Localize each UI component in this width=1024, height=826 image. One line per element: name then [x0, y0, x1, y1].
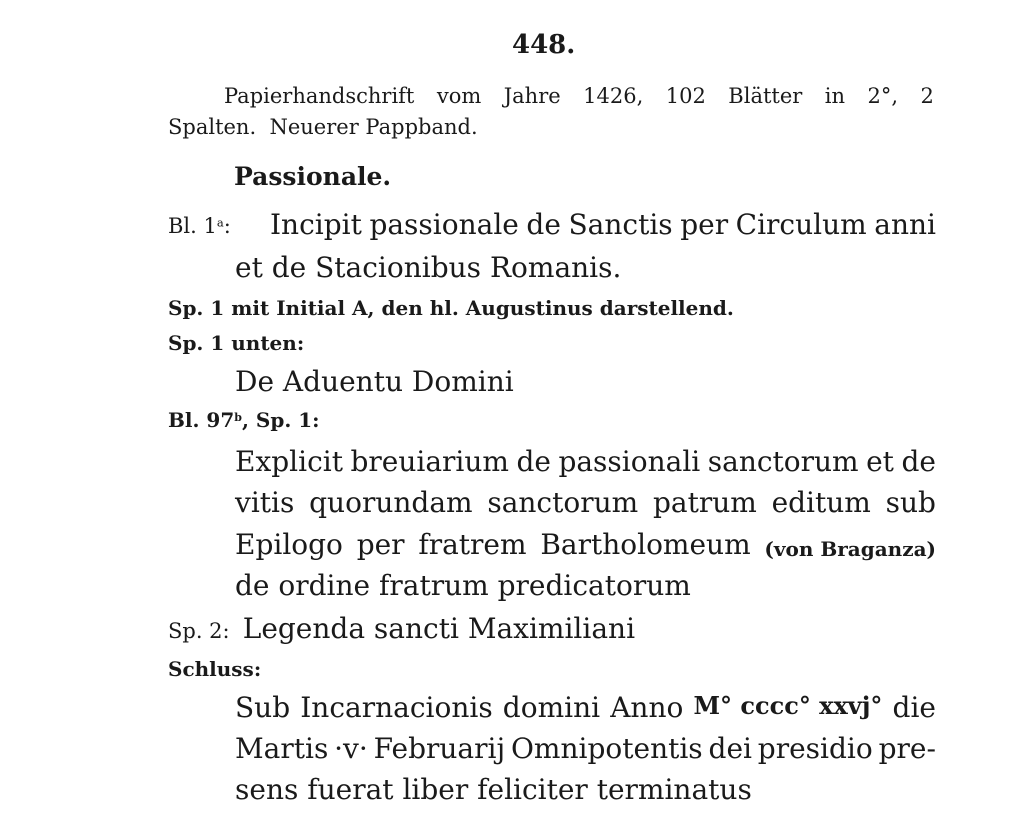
word: presidio: [757, 732, 873, 765]
sp2-line: [168, 612, 636, 645]
word: Martis: [235, 732, 329, 765]
word: Explicit: [235, 445, 343, 478]
aduentu-line: De Aduentu Domini: [235, 365, 514, 398]
word: sub: [885, 486, 936, 519]
word: patrum: [652, 486, 757, 519]
word: sanctorum: [707, 445, 859, 478]
word: Jahre: [503, 84, 561, 108]
word: pre-: [878, 732, 936, 765]
word: anni: [874, 208, 936, 241]
bl97-label: Bl. 97$^b$, Sp. 1:: [168, 408, 320, 432]
word: Omnipotentis: [510, 732, 703, 765]
word: et: [866, 445, 894, 478]
sp2-label: Sp. 2:: [168, 619, 230, 643]
word: dei: [708, 732, 752, 765]
word: 1426,: [583, 84, 644, 108]
word: vitis: [235, 486, 295, 519]
sp1-unten-label: Sp. 1 unten:: [168, 331, 305, 355]
section-title: Passionale.: [234, 162, 392, 191]
sp1-initial-line: Sp. 1 mit Initial A, den hl. Augustinus darstellend.: [168, 296, 734, 320]
word: sanctorum: [487, 486, 639, 519]
schluss-line-3: sens fuerat liber feliciter terminatus: [235, 773, 752, 806]
schluss-line-2: [235, 732, 936, 765]
description-line-1: [224, 86, 934, 107]
word: Incipit: [270, 208, 362, 241]
word: Sanctis: [568, 208, 673, 241]
word: passionale: [369, 208, 519, 241]
schluss-label: Schluss:: [168, 657, 262, 681]
explicit-line-1: [235, 445, 936, 478]
word: 2°,: [867, 84, 899, 108]
description-line-2: Spalten. Neuerer Pappband.: [168, 115, 478, 139]
explicit-line-3: Epilogo per fratrem Bartholomeum (von Braganza): [235, 528, 936, 561]
word: per: [680, 208, 729, 241]
word: ·v·: [334, 732, 368, 765]
page-number: 448.: [512, 30, 576, 60]
word: breuiarium: [350, 445, 509, 478]
braganza-note: (von Braganza): [764, 537, 936, 561]
word: Circulum: [735, 208, 867, 241]
roman-date: M° cccc° xxvj°: [693, 691, 883, 720]
word: in: [824, 84, 846, 108]
word: vom: [436, 84, 482, 108]
bl1-label: Bl. 1$^a$:: [168, 214, 231, 238]
explicit-line-4: de ordine fratrum predicatorum: [235, 569, 691, 602]
word: Februarij: [373, 732, 506, 765]
word: 102: [665, 84, 706, 108]
word: de: [526, 208, 561, 241]
word: Blätter: [728, 84, 803, 108]
sp2-text: Legenda sancti Maximiliani: [242, 612, 636, 645]
bl1-text-line-2: et de Stacionibus Romanis.: [235, 251, 622, 284]
word: de: [516, 445, 551, 478]
bl1-text-line-1: [270, 208, 936, 241]
word: quorundam: [309, 486, 473, 519]
word: passionali: [558, 445, 701, 478]
schluss-line-1: Sub Incarnacionis domini Anno M° cccc° xxvj° die: [235, 691, 936, 724]
word: Papierhandschrift: [224, 84, 415, 108]
explicit-line-2: [235, 486, 936, 519]
word: de: [901, 445, 936, 478]
word: editum: [771, 486, 871, 519]
word: 2: [920, 84, 934, 108]
